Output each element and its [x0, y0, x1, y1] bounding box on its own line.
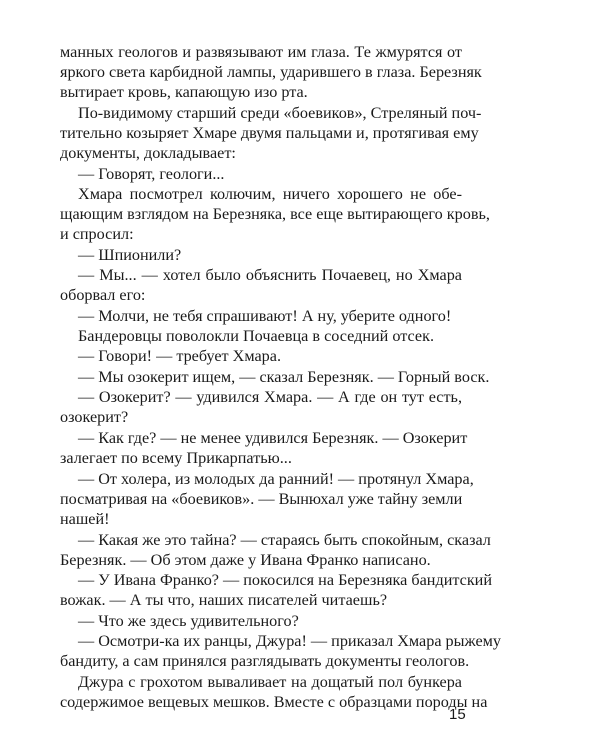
text-line: Хмара посмотрел колючим, ничего хорошего не обе- — [78, 185, 462, 203]
text-line: — Говорят, геологи... — [78, 165, 225, 183]
text-line: бандиту, а сам принялся разглядывать документы геологов. — [60, 652, 470, 670]
text-line: Джура с грохотом вываливает на дощатый пол бункера — [78, 673, 462, 691]
text-line: содержимое вещевых мешков. Вместе с образцами породы на — [60, 693, 488, 711]
text-line: тительно козыряет Хмаре двумя пальцами и, протягивая ему — [60, 124, 479, 142]
text-line: залегает по всему Прикарпатью... — [60, 449, 292, 467]
text-line: вытирает кровь, капающую изо рта. — [60, 83, 308, 101]
text-line: — Осмотри-ка их ранцы, Джура! — приказал Хмара рыжему — [78, 632, 502, 650]
text-line: Бандеровцы поволокли Почаевца в соседний отсек. — [78, 327, 435, 345]
text-line: — Говори! — требует Хмара. — [78, 347, 282, 365]
text-line: щающим взглядом на Березняка, все еще вытирающего кровь, — [60, 205, 490, 223]
text-line: — Озокерит? — удивился Хмара. — А где он тут есть, — [78, 388, 462, 406]
text-line: — Мы... — хотел было объяснить Почаевец, но Хмара — [78, 266, 462, 284]
text-line: Березняк. — Об этом даже у Ивана Франко написано. — [60, 551, 431, 569]
text-line: вожак. — А ты что, наших писателей читаешь? — [60, 591, 388, 609]
text-line: — Молчи, не тебя спрашивают! А ну, уберите одного! — [78, 307, 452, 325]
text-line: нашей! — [60, 510, 110, 528]
page-number: 15 — [449, 706, 466, 723]
text-line: манных геологов и развязывают им глаза. Те жмурятся от — [60, 43, 462, 61]
text-line: — Что же здесь удивительного? — [78, 612, 299, 630]
text-line: — Шпионили? — [78, 246, 182, 264]
text-line: посматривая на «боевиков». — Вынюхал уже тайну земли — [60, 490, 463, 508]
text-line: — У Ивана Франко? — покосился на Березняка бандитский — [78, 571, 493, 589]
text-line: — Как где? — не менее удивился Березняк. — Озокерит — [78, 429, 468, 447]
text-line: — От холера, из молодых да ранний! — протянул Хмара, — [78, 470, 474, 488]
text-line: оборвал его: — [60, 286, 146, 304]
text-line: яркого света карбидной лампы, ударившего в глаза. Березняк — [60, 63, 482, 81]
text-line: По-видимому старший среди «боевиков», Стреляный поч- — [78, 104, 482, 122]
text-line: озокерит? — [60, 408, 129, 426]
text-line: — Какая же это тайна? — стараясь быть спокойным, сказал — [78, 531, 491, 549]
text-line: — Мы озокерит ищем, — сказал Березняк. — Горный воск. — [78, 368, 490, 386]
text-line: и спросил: — [60, 225, 134, 243]
text-line: документы, докладывает: — [60, 144, 236, 162]
